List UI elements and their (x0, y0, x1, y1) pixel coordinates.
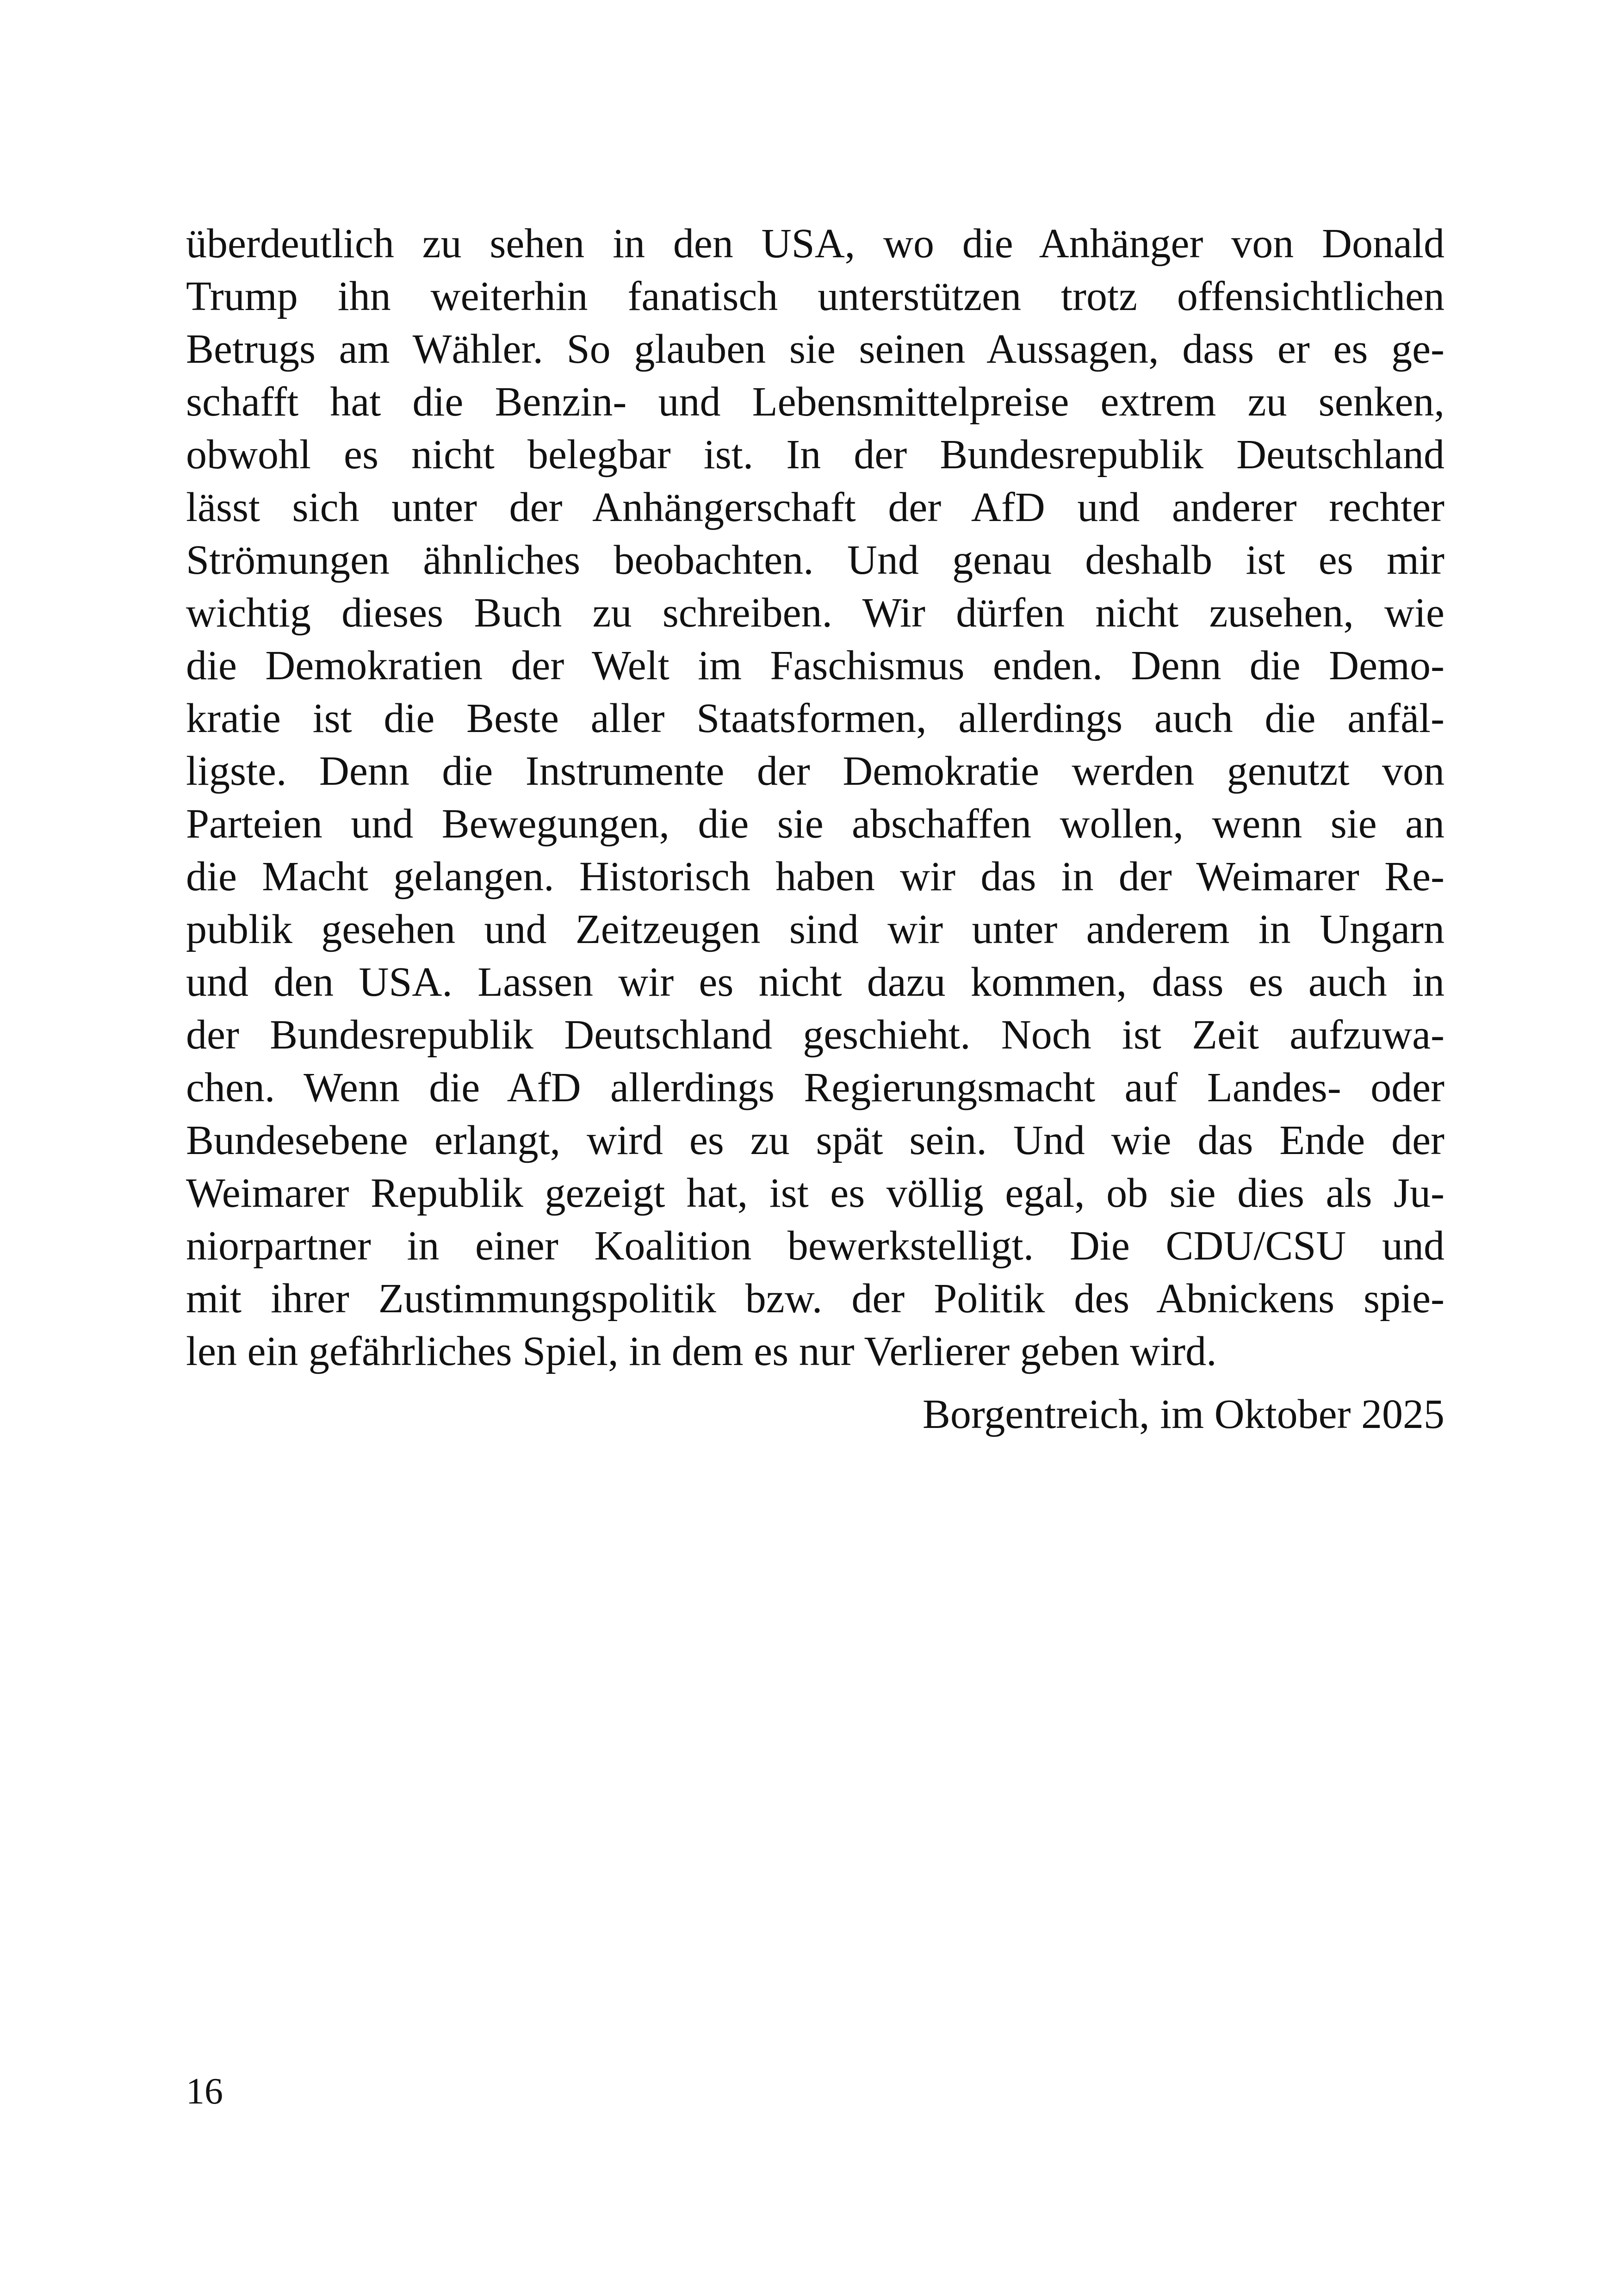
text-line: len ein gefährliches Spiel, in dem es nur Verlierer geben wird. (186, 1328, 1217, 1374)
text-line: Bundesebene erlangt, wird es zu spät sein. Und wie das Ende der (186, 1117, 1444, 1163)
text-line: chen. Wenn die AfD allerdings Regierungsmacht auf Landes- oder (186, 1065, 1444, 1111)
text-line: publik gesehen und Zeitzeugen sind wir unter anderem in Ungarn (186, 906, 1444, 952)
page-number: 16 (186, 2071, 223, 2112)
text-line: wichtig dieses Buch zu schreiben. Wir dürfen nicht zusehen, wie (186, 590, 1444, 636)
text-line: schafft hat die Benzin- und Lebensmittelpreise extrem zu senken, (186, 379, 1444, 425)
text-line: und den USA. Lassen wir es nicht dazu kommen, dass es auch in (186, 959, 1444, 1005)
text-line: Betrugs am Wähler. So glauben sie seinen Aussagen, dass er es ge- (186, 326, 1444, 372)
text-line: ligste. Denn die Instrumente der Demokratie werden genutzt von (186, 748, 1444, 794)
body-text (186, 217, 1444, 1378)
place-date-signature: Borgentreich, im Oktober 2025 (922, 1391, 1444, 1437)
text-line: kratie ist die Beste aller Staatsformen, allerdings auch die anfäl- (186, 695, 1444, 741)
text-line: Parteien und Bewegungen, die sie abschaffen wollen, wenn sie an (186, 801, 1444, 847)
text-line: lässt sich unter der Anhängerschaft der AfD und anderer rechter (186, 484, 1444, 530)
text-line: Weimarer Republik gezeigt hat, ist es völlig egal, ob sie dies als Ju- (186, 1170, 1444, 1216)
text-line: Trump ihn weiterhin fanatisch unterstützen trotz offensichtlichen (186, 273, 1444, 319)
text-line: niorpartner in einer Koalition bewerkstelligt. Die CDU/CSU und (186, 1223, 1444, 1269)
text-line: Strömungen ähnliches beobachten. Und genau deshalb ist es mir (186, 537, 1444, 583)
text-line: obwohl es nicht belegbar ist. In der Bundesrepublik Deutschland (186, 432, 1444, 478)
text-line: überdeutlich zu sehen in den USA, wo die Anhänger von Donald (186, 221, 1444, 267)
text-line: mit ihrer Zustimmungspolitik bzw. der Politik des Abnickens spie- (186, 1276, 1444, 1322)
text-line: die Demokratien der Welt im Faschismus enden. Denn die Demo- (186, 643, 1444, 689)
text-line: der Bundesrepublik Deutschland geschieht. Noch ist Zeit aufzuwa- (186, 1012, 1444, 1058)
text-line: die Macht gelangen. Historisch haben wir das in der Weimarer Re- (186, 854, 1444, 900)
